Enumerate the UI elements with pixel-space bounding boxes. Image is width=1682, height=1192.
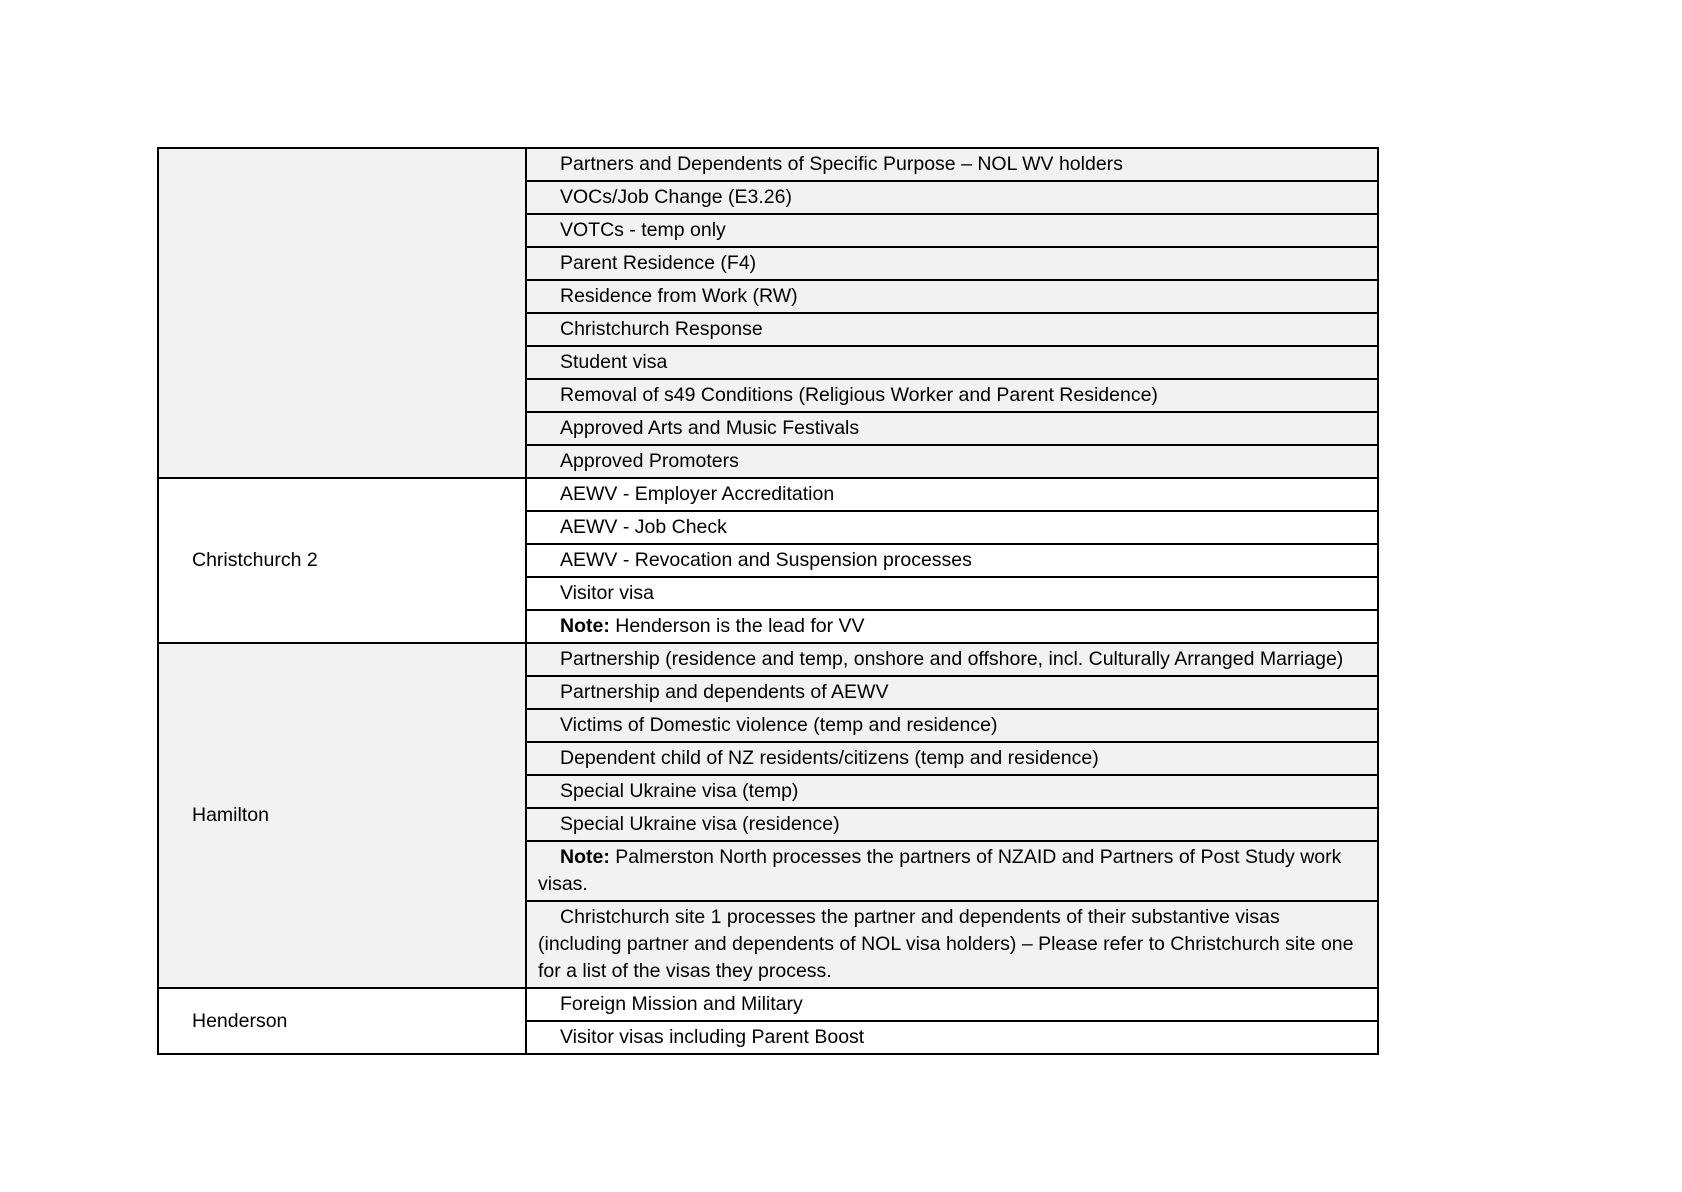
office-name: Christchurch 2 xyxy=(158,478,526,643)
visa-type-item: VOTCs - temp only xyxy=(526,214,1378,247)
visa-processing-table xyxy=(157,147,1379,1055)
visa-type-item: Christchurch Response xyxy=(526,313,1378,346)
note-cell xyxy=(526,610,1378,643)
office-name: Henderson xyxy=(158,988,526,1054)
visa-type-item: VOCs/Job Change (E3.26) xyxy=(526,181,1378,214)
visa-type-item: Christchurch site 1 processes the partner and dependents of their substantive visas (including partner and dependents of NOL visa holders) – Please refer to Christchurch site one for a list of the visas they process. xyxy=(526,901,1378,988)
note-text: Henderson is the lead for VV xyxy=(609,615,865,637)
visa-type-item: Student visa xyxy=(526,346,1378,379)
visa-type-item: Victims of Domestic violence (temp and residence) xyxy=(526,709,1378,742)
visa-type-item: Special Ukraine visa (temp) xyxy=(526,775,1378,808)
visa-type-item: Removal of s49 Conditions (Religious Worker and Parent Residence) xyxy=(526,379,1378,412)
visa-type-item: AEWV - Employer Accreditation xyxy=(526,478,1378,511)
visa-type-item: Parent Residence (F4) xyxy=(526,247,1378,280)
table-row xyxy=(158,478,1378,511)
visa-type-item: Residence from Work (RW) xyxy=(526,280,1378,313)
office-name xyxy=(158,148,526,478)
visa-type-item: AEWV - Revocation and Suspension processes xyxy=(526,544,1378,577)
note-label: Note: xyxy=(560,615,610,637)
table-row xyxy=(158,988,1378,1021)
visa-type-item: Dependent child of NZ residents/citizens (temp and residence) xyxy=(526,742,1378,775)
note-text: Palmerston North processes the partners of NZAID and Partners of Post Study work visas. xyxy=(538,846,1342,895)
note-label: Note: xyxy=(560,846,610,868)
visa-type-item: Visitor visas including Parent Boost xyxy=(526,1021,1378,1054)
table-row xyxy=(158,148,1378,181)
visa-type-item: AEWV - Job Check xyxy=(526,511,1378,544)
visa-type-item: Foreign Mission and Military xyxy=(526,988,1378,1021)
table-row xyxy=(158,643,1378,676)
visa-type-item: Partners and Dependents of Specific Purpose – NOL WV holders xyxy=(526,148,1378,181)
visa-type-item: Special Ukraine visa (residence) xyxy=(526,808,1378,841)
visa-type-item: Partnership (residence and temp, onshore and offshore, incl. Culturally Arranged Marriage) xyxy=(526,643,1378,676)
visa-type-item: Partnership and dependents of AEWV xyxy=(526,676,1378,709)
visa-type-item: Approved Promoters xyxy=(526,445,1378,478)
visa-type-item: Approved Arts and Music Festivals xyxy=(526,412,1378,445)
visa-type-item: Visitor visa xyxy=(526,577,1378,610)
office-name: Hamilton xyxy=(158,643,526,988)
note-cell xyxy=(526,841,1378,901)
